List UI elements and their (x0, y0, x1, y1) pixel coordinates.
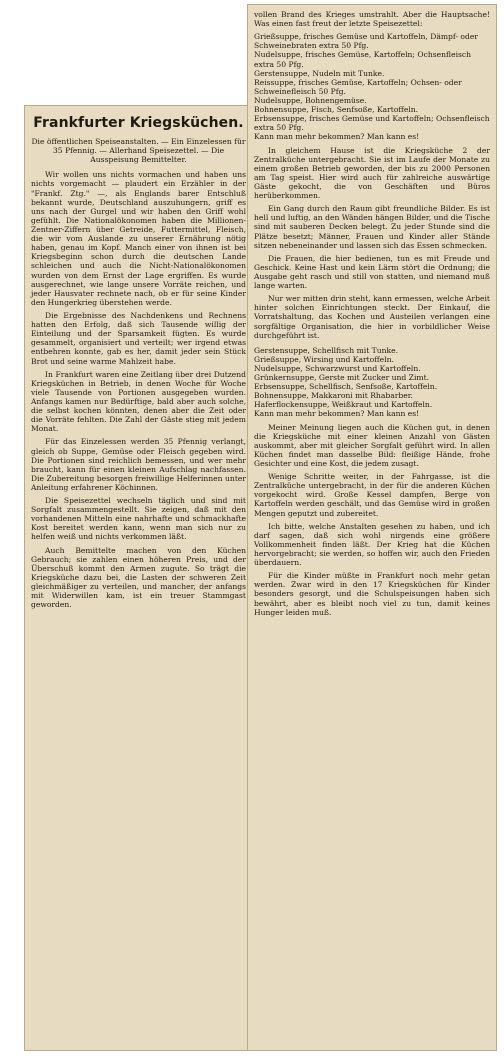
left-paragraph-6: Auch Bemittelte machen von den Küchen Gebrauch; sie zahlen einen höheren Preis, und der Überschuß kommt den Armen zugute. So trägt die Kriegsküche dazu bei, die Lasten der schweren Zeit gleichmäßiger zu verteilen, und mancher, der anfangs mit Widerwillen kam, ist ein treuer Stammgast geworden. (31, 545, 246, 610)
right-paragraph-8: Für die Kinder müßte in Frankfurt noch mehr getan werden. Zwar wird in den 17 Kriegsküchen für Kinder besonders gesorgt, und die Schulspeisungen haben sich bewährt, aber es bleibt noch viel zu tun, damit keines Hunger leiden muß. (254, 571, 490, 617)
right-paragraph-1: In gleichem Hause ist die Kriegsküche 2 der Zentralküche untergebracht. Sie ist im Laufe der Monate zu einem großen Betrieb geworden, der bis zu 2000 Personen am Tag speist. Hier wird auch für zahlreiche auswärtige Gäste gekocht, die von Geschäften und Büros herüberkommen. (254, 145, 490, 201)
right-paragraph-5: Meiner Meinung liegen auch die Küchen gut, in denen die Kriegsküche mit einer kleinen Anzahl von Gästen auskommt, aber mit gleicher Sorgfalt geführt wird. In allen Küchen findet man dasselbe Bild: fleißige Hände, frohe Gesichter und eine Kost, die jedem zusagt. (254, 422, 490, 469)
right-paragraph-4: Nur wer mitten drin steht, kann ermessen, welche Arbeit hinter solchen Einrichtungen steckt. Der Einkauf, die Vorratshaltung, das Kochen und Austeilen verlangen eine sorgfältige Organisation, die hier in vorbildlicher Weise durchgeführt ist. (254, 294, 490, 340)
menu-mid-item-1: Gerstensuppe, Schellfisch mit Tunke. (254, 345, 399, 355)
left-paragraph-2: Die Ergebnisse des Nachdenkens und Rechnens hatten den Erfolg, daß sich Tausende willig der Einteilung und der Sparsamkeit fügten. Es wurde gesammelt, organisiert und verteilt; wer irgend etwas entbehren konnte, gab es her, damit jeder sein Stück Brot und seine warme Mahlzeit habe. (31, 310, 246, 366)
left-paragraph-3: In Frankfurt waren eine Zeitlang über drei Dutzend Kriegsküchen in Betrieb, in denen Woche für Woche viele Tausende von Portionen ausgegeben wurden. Anfangs kamen nur Bedürftige, bald aber auch solche, die selbst kochen könnten, denen aber die Zeit oder die Vorräte fehlten. Die Zahl der Gäste stieg mit jedem Monat. (31, 369, 246, 434)
menu-mid-item-8: Kann man mehr bekommen? Man kann es! (254, 409, 420, 419)
menu-mid-item-5: Erbsensuppe, Schellfisch, Senfsoße, Kartoffeln. (254, 382, 438, 392)
right-paragraph-6: Wenige Schritte weiter, in der Fahrgasse, ist die Zentralküche untergebracht, in der für die anderen Küchen vorgekocht wird. Große Kessel dampfen, Berge von Kartoffeln werden geschält, und das Gemüse wird in großen Mengen geputzt und zubereitet. (254, 472, 490, 518)
menu-top (254, 32, 490, 141)
menu-top-item-6: Bohnensuppe, Fisch, Senfsoße, Kartoffeln. (254, 105, 419, 115)
article-right-column (247, 4, 497, 1051)
article-left-column (24, 105, 253, 1051)
menu-top-item-3: Gerstensuppe, Nudeln mit Tunke. (254, 68, 385, 78)
menu-top-item-2: Nudelsuppe, frisches Gemüse, Kartoffeln; Ochsenfleisch extra 50 Pfg. (254, 50, 472, 69)
menu-top-item-7: Erbsensuppe, frisches Gemüse und Kartoffeln; Ochsenfleisch extra 50 Pfg. (254, 114, 490, 133)
menu-mid-item-7: Haferflockensuppe, Weißkraut und Kartoffeln. (254, 400, 433, 410)
right-paragraph-2: Ein Gang durch den Raum gibt freundliche Bilder. Es ist hell und luftig, an den Wänden hängen Bilder, und die Tische sind mit sauberen Decken belegt. Zu jeder Stunde sind die Plätze besetzt; Männer, Frauen und Kinder aller Stände sitzen nebeneinander und lassen sich das Essen schmecken. (254, 204, 490, 250)
menu-mid-item-3: Nudelsuppe, Schwarzwurst und Kartoffeln. (254, 363, 421, 373)
left-paragraph-4: Für das Einzelessen werden 35 Pfennig verlangt, gleich ob Suppe, Gemüse oder Fleisch gegeben wird. Die Portionen sind reichlich bemessen, und wer mehr braucht, kann für einen kleinen Aufschlag nachfassen. Die Zubereitung besorgen freiwillige Helferinnen unter Anleitung erfahrener Köchinnen. (31, 437, 246, 492)
menu-top-item-4: Reissuppe, frisches Gemüse, Kartoffeln; Ochsen- oder Schweinefleisch 50 Pfg. (254, 77, 462, 96)
menu-mid-item-4: Grünkernsuppe, Gerste mit Zucker und Zimt. (254, 373, 430, 383)
menu-mid-item-6: Bohnensuppe, Makkaroni mit Rhabarber. (254, 391, 413, 401)
article-subtitle: Die öffentlichen Speiseanstalten. — Ein Einzelessen für 35 Pfennig. — Allerhand Speisezettel. — Die Ausspeisung Bemittelter. (31, 137, 246, 165)
right-paragraph-7: Ich bitte, welche Anstalten gesehen zu haben, und ich darf sagen, daß sich wohl nirgends eine größere Vollkommenheit finden läßt. Der Krieg hat die Küchen hervorgebracht; sie werden, so hoffen wir, auch den Frieden überdauern. (254, 521, 490, 568)
article-title: Frankfurter Kriegsküchen. (33, 115, 244, 131)
left-paragraph-1: Wir wollen uns nichts vormachen und haben uns nichts vorgemacht — plaudert ein Erzähler in der "Frankf. Ztg." —, als Englands barer Entschluß bekannt wurde, Deutschland auszuhungern, griff es uns nach der Gurgel und wir haben den Griff wohl gefühlt. Die Nationalökonomen haben die Millionen-Zentner-Ziffern über Getreide, Futtermittel, Fleisch, die wir vom Auslande zu unserer Ernährung nötig haben, genau im Kopf. Manch einer von ihnen ist bei Kriegsbeginn schon durch die deutschen Lande schleichen und auch die Nicht-Nationalökonomen wurden von dem Ernst der Lage ergriffen. Es wurde ausgerechnet, wie lange unsere Vorräte reichen, und jeder Hausvater rechnete nach, ob er für seine Kinder den Hungerkrieg überstehen werde. (31, 170, 246, 307)
menu-top-item-1: Grießsuppe, frisches Gemüse und Kartoffeln, Dämpf- oder Schweinebraten extra 50 Pfg. (254, 32, 478, 51)
menu-mid-item-2: Grießsuppe, Wirsing und Kartoffeln. (254, 354, 394, 364)
right-paragraph-3: Die Frauen, die hier bedienen, tun es mit Freude und Geschick. Keine Hast und kein Lärm stört die Ordnung; die Ausgabe geht rasch und still von statten, und niemand muß lange warten. (254, 253, 490, 291)
left-paragraph-5: Die Speisezettel wechseln täglich und sind mit Sorgfalt zusammengestellt. Sie zeigen, daß mit den vorhandenen Mitteln eine nahrhafte und schmackhafte Kost bereitet werden kann, wenn man sich nur zu helfen weiß und nichts verkommen läßt. (31, 496, 246, 542)
menu-top-item-5: Nudelsuppe, Bohnengemüse. (254, 95, 367, 105)
menu-mid (254, 346, 490, 419)
right-intro: vollen Brand des Krieges umstrahlt. Aber die Hauptsache! Was einen fast freut der letzte Speisezettel: (254, 10, 490, 29)
menu-top-item-8: Kann man mehr bekommen? Man kann es! (254, 132, 420, 142)
